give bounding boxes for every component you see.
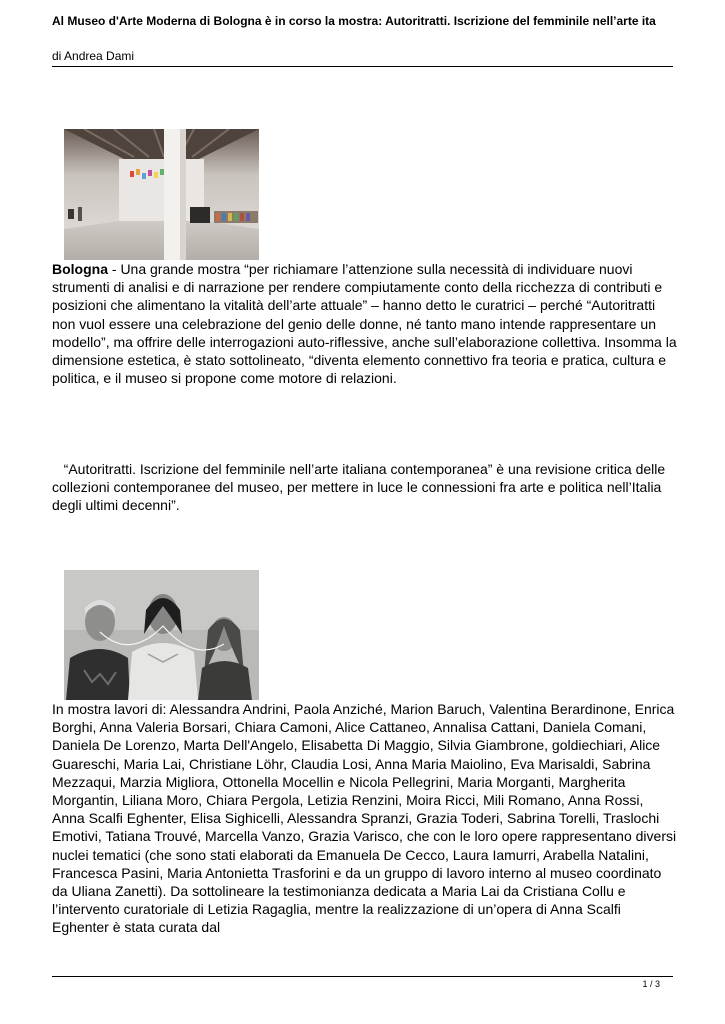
article-title: Al Museo d'Arte Moderna di Bologna è in corso la mostra: Autoritratti. Iscrizione del femminile nell’arte ita xyxy=(52,14,656,28)
intro-lead: Bologna xyxy=(52,261,108,277)
intro-text: - Una grande mostra “per richiamare l’attenzione sulla necessità di individuare nuovi strumenti di analisi e di narrazione per rendere compiutamente conto della ricchezza di contributi e posizioni che alimentano la vitalità dell’arte attuale” – hanno detto le curatrici – perché “Autoritratti non vuol essere una celebrazione del genio delle donne, né tanto mano intende rappresentare un modello”, ma offrire delle interrogazioni auto-riflessive, anche sull’elaborazione collettiva. Insomma la dimensione estetica, è stato sottolineato, “diventa elemento connettivo fra teoria e pratica, cultura e politica, e il museo si propone come motore di relazioni. xyxy=(52,261,677,387)
gallery-installation-photo xyxy=(64,129,259,260)
page-number: 1 / 3 xyxy=(642,979,660,989)
author-byline: di Andrea Dami xyxy=(52,49,135,63)
exhibition-paragraph: “Autoritratti. Iscrizione del femminile nell’arte italiana contemporanea” è una revisione critica delle collezioni contemporanee del museo, per mettere in luce le connessioni fra arte e politica nell’Italia degli ultimi decenni”. xyxy=(52,461,666,514)
artists-paragraph: In mostra lavori di: Alessandra Andrini, Paola Anziché, Marion Baruch, Valentina Berardinone, Enrica Borghi, Anna Valeria Borsari, Chiara Camoni, Alice Cattaneo, Annalisa Cattani, Daniela Comani, Daniela De Lorenzo, Marta Dell'Angelo, Elisabetta Di Maggio, Silvia Giambrone, goldiechiari, Alice Guareschi, Maria Lai, Christiane Löhr, Claudia Losi, Anna Maria Maiolino, Eva Marisaldi, Sabrina Mezzaqui, Marzia Migliora, Ottonella Mocellin e Nicola Pellegrini, Maria Morganti, Margherita Morgantin, Liliana Moro, Chiara Pergola, Letizia Renzini, Moira Ricci, Mili Romano, Anna Rossi, Anna Scalfi Eghenter, Elisa Sighicelli, Alessandra Spranzi, Grazia Toderi, Sabrina Torelli, Traslochi Emotivi, Tatiana Trouvé, Marcella Vanzo, Grazia Varisco, che con le loro opere rappresentano diversi nuclei tematici (che sono stati elaborati da Emanuela De Cecco, Laura Iamurri, Arabella Natalini, Francesca Pasini, Maria Antonietta Trasforini e da un gruppo di lavoro interno al museo coordinato da Uliana Zanetti). Da sottolineare la testimonianza dedicata a Maria Lai da Cristiana Collu e l’intervento curatoriale di Letizia Ragaglia, mentre la realizzazione di un’opera di Anna Scalfi Eghenter è stata curata dal xyxy=(52,701,677,936)
header-divider xyxy=(52,66,673,67)
intro-paragraph xyxy=(52,260,677,387)
footer-divider xyxy=(52,976,673,977)
three-women-portrait-photo xyxy=(64,570,259,700)
